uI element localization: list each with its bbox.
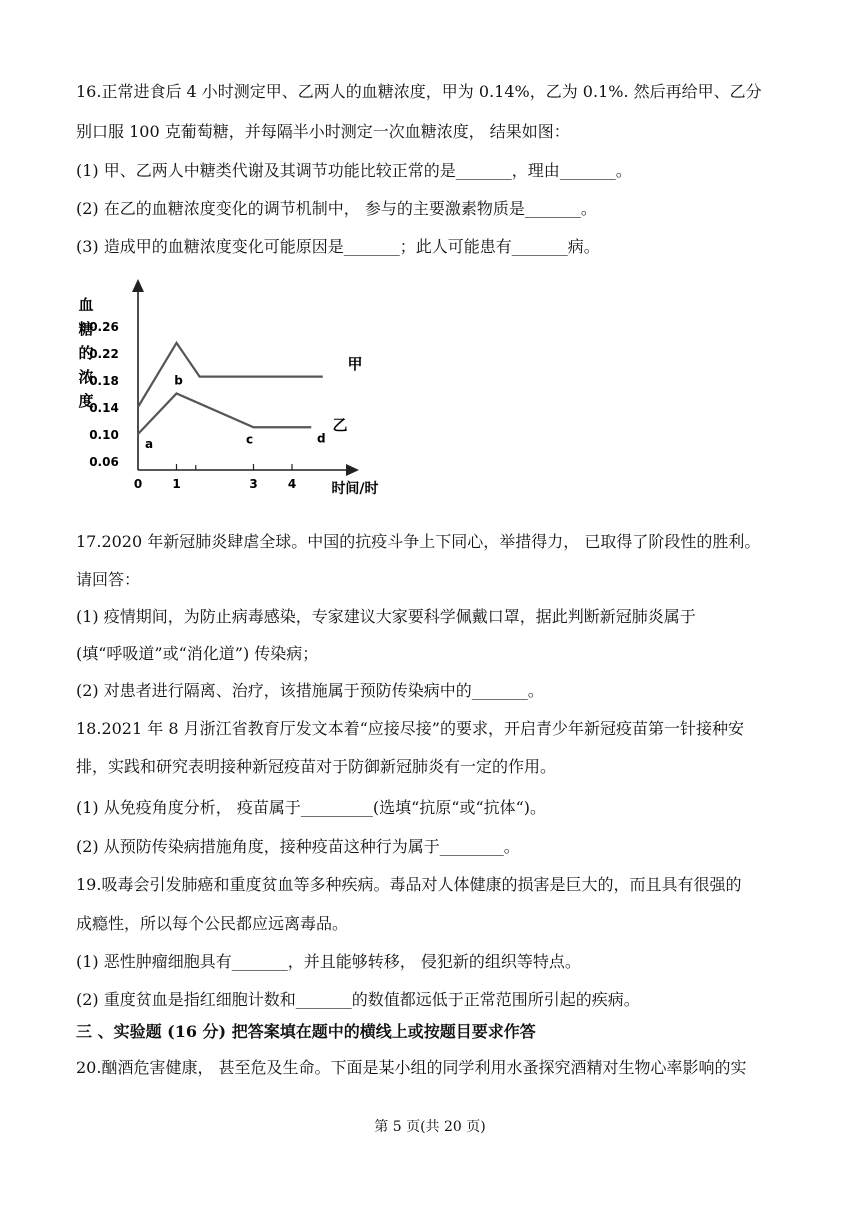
q17-stem-2: 请回答： [76,570,141,589]
q16-stem-2: 别口服 100 克葡萄糖，并每隔半小时测定一次血糖浓度， 结果如图： [76,122,570,141]
q18-stem-2: 排，实践和研究表明接种新冠疫苗对于防御新冠肺炎有一定的作用。 [76,757,557,776]
section-3-heading: 三 、实验题 (16 分) 把答案填在题中的横线上或按题目要求作答 [76,1022,536,1041]
series-label-yi: 乙 [332,416,348,434]
x-tick-label: 4 [287,477,297,491]
y-tick-label: 0.10 [89,428,119,442]
y-tick-label: 0.14 [89,401,119,415]
page-footer: 第 5 页(共 20 页) [374,1119,486,1135]
x-axis-arrow [346,464,359,476]
series-line-jia [138,343,323,407]
point-label-a: a [144,437,154,451]
q17-part-1: (1) 疫情期间，为防止病毒感染，专家建议大家要科学佩戴口罩，据此判断新冠肺炎属于 [76,607,696,626]
q18-part-1: (1) 从免疫角度分析， 疫苗属于_________(选填“抗原“或“抗体“)。 [76,798,547,817]
y-axis-arrow [132,279,144,292]
q18-part-2: (2) 从预防传染病措施角度，接种疫苗这种行为属于________。 [76,837,520,856]
series-line-yi [138,394,311,435]
y-tick-label: 0.22 [89,347,119,361]
q19-part-2: (2) 重度贫血是指红细胞计数和_______的数值都远低于正常范围所引起的疾病。 [76,990,640,1009]
q19-stem: 19.吸毒会引发肺癌和重度贫血等多种疾病。毒品对人体健康的损害是巨大的，而且具有很强的 [76,875,742,894]
x-axis-label: 时间/时 [331,481,379,497]
y-tick-label: 0.06 [89,455,119,469]
y-tick-label: 0.18 [89,374,119,388]
series-label-jia: 甲 [347,355,363,373]
y-axis-label-char: 浓 [78,368,94,386]
x-tick-label: 0 [133,477,143,491]
point-label-d: d [316,431,326,446]
x-tick-label: 1 [172,477,181,491]
y-axis-label-char: 的 [78,344,94,362]
y-axis-label-char: 度 [78,392,94,410]
q17-part-2: (2) 对患者进行隔离、治疗，该措施属于预防传染病中的_______。 [76,681,544,700]
q16-part-1: (1) 甲、乙两人中糖类代谢及其调节功能比较正常的是_______，理由_______。 [76,161,632,180]
q19-part-1: (1) 恶性肿瘤细胞具有_______，并且能够转移， 侵犯新的组织等特点。 [76,952,581,971]
y-axis-label-char: 血 [78,296,94,314]
point-label-b: b [174,373,183,388]
q20-stem: 20.酗酒危害健康， 甚至危及生命。下面是某小组的同学利用水蚤探究酒精对生物心率影响的实 [76,1058,747,1077]
q16-part-2: (2) 在乙的血糖浓度变化的调节机制中， 参与的主要激素物质是_______。 [76,199,597,218]
y-tick-label: 0.26 [89,320,119,334]
y-axis-label-char: 糖 [78,320,94,338]
q16-part-3: (3) 造成甲的血糖浓度变化可能原因是_______；此人可能患有_______病。 [76,237,600,256]
x-tick-label: 3 [249,477,258,491]
q18-stem: 18.2021 年 8 月浙江省教育厅发文本着“应接尽接”的要求，开启青少年新冠疫苗第一针接种安 [76,719,744,738]
q19-stem-2: 成瘾性，所以每个公民都应远离毒品。 [76,914,349,933]
q17-part-1b: (填“呼吸道”或“消化道”) 传染病； [76,644,319,663]
point-label-c: c [245,432,254,447]
q16-stem: 16.正常进食后 4 小时测定甲、乙两人的血糖浓度，甲为 0.14%，乙为 0.1%. 然后再给甲、乙分 [76,82,762,101]
blood-glucose-chart [70,275,400,510]
q17-stem: 17.2020 年新冠肺炎肆虐全球。中国的抗疫斗争上下同心，举措得力， 已取得了阶段性的胜利。 [76,532,761,551]
